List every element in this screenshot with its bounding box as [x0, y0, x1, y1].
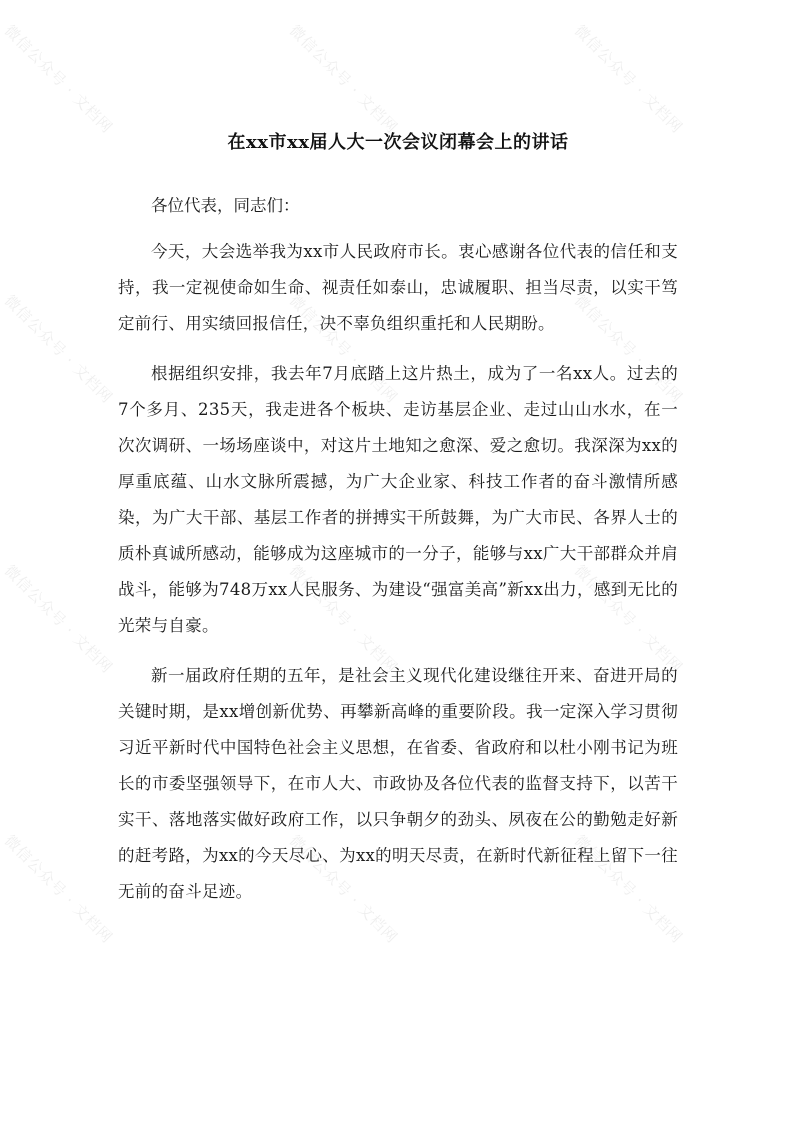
watermark: 微信公众号 · 文档网	[285, 831, 402, 947]
paragraph: 新一届政府任期的五年，是社会主义现代化建设继往开来、奋进开局的关键时期，是xx增创新优势、再攀新高峰的重要阶段。我一定深入学习贯彻习近平新时代中国特色社会主义思想，在省委、省政府和以杜小刚书记为班长的市委坚强领导下，在市人大、市政协及各位代表的监督支持下，以苦干实干、落地落实做好政府工作，以只争朝夕的劲头、夙夜在公的勤勉走好新的赶考路，为xx的今天尽心、为xx的明天尽责，在新时代新征程上留下一往无前的奋斗足迹。	[118, 666, 678, 901]
salutation: 各位代表，同志们：	[151, 196, 300, 215]
watermark: 微信公众号 · 文档网	[285, 561, 402, 677]
watermark: 微信公众号 · 文档网	[0, 831, 117, 947]
watermark: 微信公众号 · 文档网	[0, 291, 117, 407]
watermark: 微信公众号 · 文档网	[570, 831, 687, 947]
document-title: 在xx市xx届人大一次会议闭幕会上的讲话	[227, 132, 569, 153]
watermark: 微信公众号 · 文档网	[285, 21, 402, 137]
watermark: 微信公众号 · 文档网	[285, 291, 402, 407]
watermark: 微信公众号 · 文档网	[570, 21, 687, 137]
watermark: 微信公众号 · 文档网	[0, 21, 117, 137]
paragraph: 今天，大会选举我为xx市人民政府市长。衷心感谢各位代表的信任和支持，我一定视使命如生命、视责任如泰山，忠诚履职、担当尽责，以实干笃定前行、用实绩回报信任，决不辜负组织重托和人民期盼。	[118, 242, 678, 333]
watermark: 微信公众号 · 文档网	[0, 561, 117, 677]
watermark: 微信公众号 · 文档网	[570, 291, 687, 407]
paragraph: 根据组织安排，我去年7月底踏上这片热土，成为了一名xx人。过去的7个多月、235天，我走进各个板块、走访基层企业、走过山山水水，在一次次调研、一场场座谈中，对这片土地知之愈深、爱之愈切。我深深为xx的厚重底蕴、山水文脉所震撼，为广大企业家、科技工作者的奋斗激情所感染，为广大干部、基层工作者的拼搏实干所鼓舞，为广大市民、各界人士的质朴真诚所感动，能够成为这座城市的一分子，能够与xx广大干部群众并肩战斗，能够为748万xx人民服务、为建设“强富美高”新xx出力，感到无比的光荣与自豪。	[118, 364, 678, 635]
document-page	[118, 128, 678, 924]
watermark: 微信公众号 · 文档网	[570, 561, 687, 677]
